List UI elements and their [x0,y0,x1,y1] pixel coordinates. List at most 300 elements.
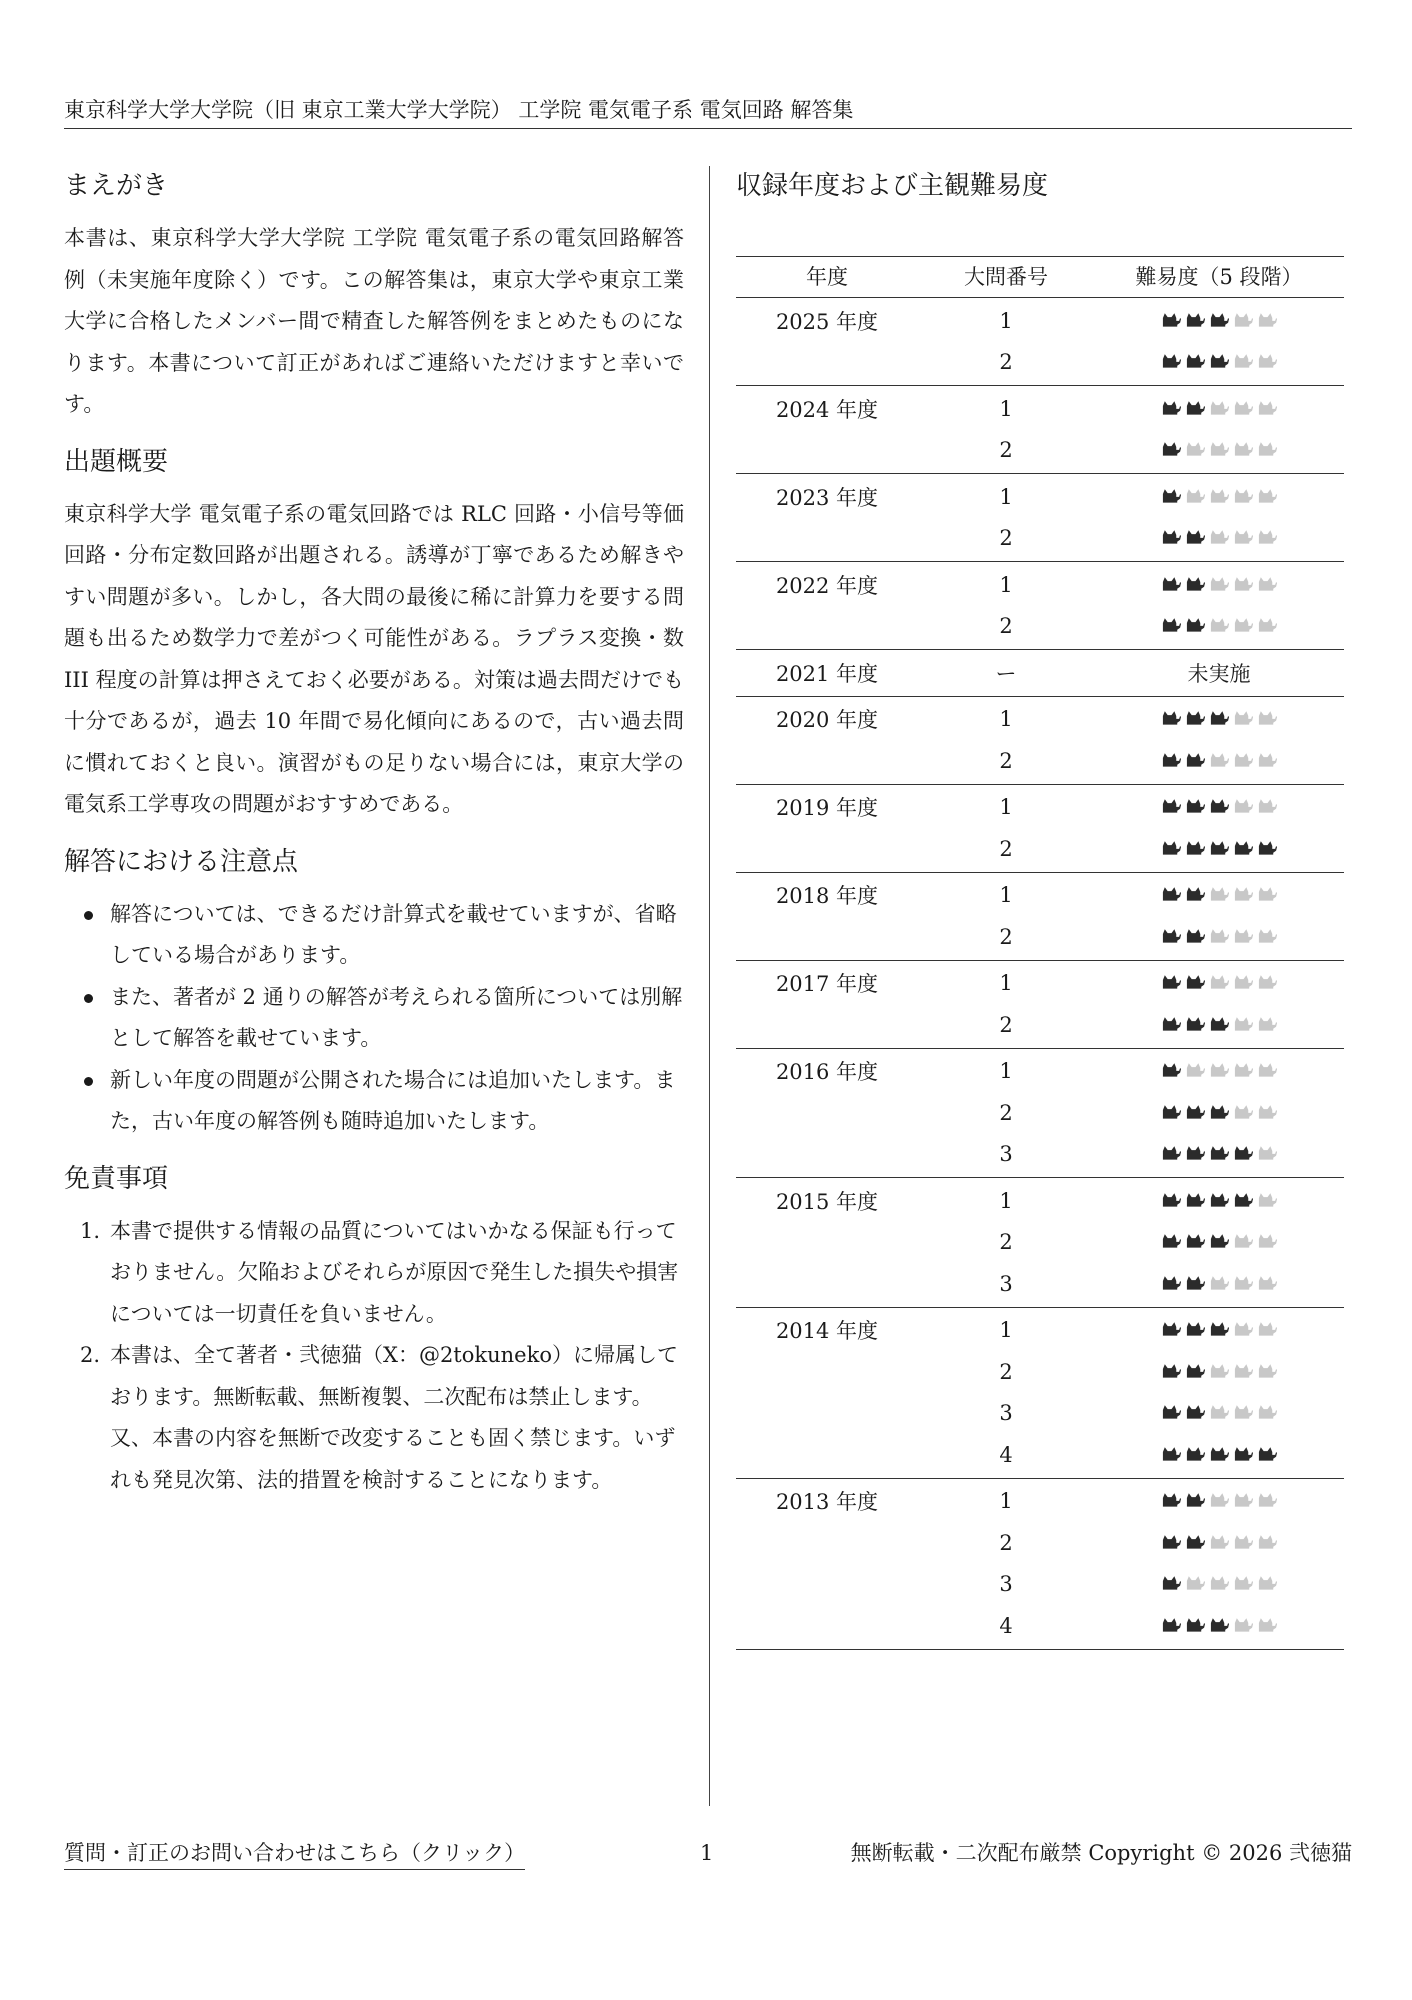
cat-icon-empty [1233,707,1254,726]
difficulty-rating [1161,1142,1278,1161]
cat-icon-empty [1233,438,1254,457]
right-column [736,168,1352,1650]
cat-icon-empty [1257,438,1278,457]
cat-icon-filled [1161,397,1182,416]
difficulty-cell: 未実施 [1187,661,1251,686]
cat-icon-empty [1233,614,1254,633]
question-cell: 2 [999,1012,1013,1037]
year-group [736,873,1344,961]
cat-icon-filled [1257,837,1278,856]
difficulty-rating [1161,707,1278,726]
disclaimer-item-number: 2. [80,1343,101,1367]
cat-icon-empty [1209,1059,1230,1078]
cat-icon-filled [1185,1101,1206,1120]
difficulty-rating [1161,1101,1278,1120]
disclaimer-item-text: 本書で提供する情報の品質についてはいかなる保証も行っておりません。欠陥およびそれらが原因で発生した損失や損害については一切責任を負いません。 [110,1218,679,1326]
cat-icon-empty [1209,1572,1230,1591]
cat-icon-empty [1257,1614,1278,1633]
cat-icon-empty [1209,1360,1230,1379]
difficulty-rating [1161,438,1278,457]
cat-icon-filled [1161,1272,1182,1291]
cat-icon-filled [1185,526,1206,545]
difficulty-cell [1094,1272,1344,1296]
table-row [736,1222,1344,1264]
cat-icon-filled [1209,1101,1230,1120]
cat-icon-empty [1185,1572,1206,1591]
disclaimer-item [64,1335,684,1501]
cat-icon-filled [1185,573,1206,592]
year-cell: 2020 年度 [775,708,879,733]
column-divider [709,166,710,1806]
difficulty-rating [1161,309,1278,328]
cat-icon-filled [1161,309,1182,328]
year-group [736,650,1344,697]
bullet-icon [84,1077,93,1086]
table-row [736,787,1344,829]
difficulty-rating [1161,749,1278,768]
difficulty-cell [1094,526,1344,550]
cat-icon-filled [1161,1489,1182,1508]
cat-icon-empty [1257,971,1278,990]
year-cell: 2021 年度 [775,661,879,686]
year-group [736,1308,1344,1479]
cat-icon-empty [1257,1101,1278,1120]
difficulty-cell [1094,397,1344,421]
difficulty-cell [1094,795,1344,819]
question-cell: 2 [999,1359,1013,1384]
notes-item-text: また、著者が 2 通りの解答が考えられる箇所については別解として解答を載せています。 [110,984,683,1050]
difficulty-rating [1161,795,1278,814]
difficulty-cell [1094,1101,1344,1125]
year-group [736,1049,1344,1179]
cat-icon-empty [1233,795,1254,814]
cat-icon-empty [1257,1059,1278,1078]
cat-icon-empty [1233,485,1254,504]
year-cell: 2014 年度 [775,1319,879,1344]
table-row [736,300,1344,342]
year-group [736,1479,1344,1650]
cat-icon-empty [1257,526,1278,545]
cat-icon-filled [1161,1013,1182,1032]
difficulty-rating [1161,1489,1278,1508]
notes-item [64,1060,684,1143]
difficulty-cell [1094,1614,1344,1638]
question-cell: 2 [999,614,1013,639]
question-cell: 1 [999,572,1013,597]
notes-item-text: 解答については、できるだけ計算式を載せていますが、省略している場合があります。 [110,901,677,967]
difficulty-cell [1094,1059,1344,1083]
cat-icon-empty [1233,883,1254,902]
cat-icon-filled [1209,1614,1230,1633]
difficulty-cell [1094,350,1344,374]
table-row [736,430,1344,472]
cat-icon-filled [1185,837,1206,856]
table-row [736,1092,1344,1134]
cat-icon-filled [1161,1531,1182,1550]
cat-icon-filled [1185,749,1206,768]
cat-icon-empty [1257,1230,1278,1249]
cat-icon-filled [1233,837,1254,856]
cat-icon-filled [1161,1318,1182,1337]
cat-icon-empty [1257,1013,1278,1032]
table-row [736,1051,1344,1093]
question-cell: 1 [999,1489,1013,1514]
cat-icon-empty [1209,971,1230,990]
difficulty-rating [1161,1318,1278,1337]
cat-icon-empty [1209,1531,1230,1550]
table-row [736,1434,1344,1476]
cat-icon-filled [1185,1489,1206,1508]
table-body [736,298,1344,1650]
difficulty-rating [1161,1230,1278,1249]
difficulty-cell [1094,971,1344,995]
cat-icon-empty [1209,438,1230,457]
cat-icon-filled [1185,1531,1206,1550]
cat-icon-filled [1185,1443,1206,1462]
cat-icon-filled [1209,1318,1230,1337]
table-row [736,1004,1344,1046]
cat-icon-filled [1161,1059,1182,1078]
cat-icon-empty [1257,1142,1278,1161]
cat-icon-empty [1233,350,1254,369]
left-column [64,168,684,1501]
difficulty-rating [1161,1360,1278,1379]
cat-icon-filled [1161,707,1182,726]
cat-icon-empty [1209,614,1230,633]
year-cell: 2024 年度 [775,397,879,422]
cat-icon-filled [1161,1230,1182,1249]
table-row [736,740,1344,782]
cat-icon-filled [1185,1272,1206,1291]
table-row [736,1564,1344,1606]
cat-icon-empty [1233,1614,1254,1633]
disclaimer-list [64,1211,684,1502]
difficulty-cell [1094,1531,1344,1555]
cat-icon-empty [1233,1318,1254,1337]
table-header-row [736,256,1344,298]
cat-icon-filled [1185,350,1206,369]
difficulty-rating [1161,1614,1278,1633]
year-cell: 2025 年度 [775,309,879,334]
page-footer [64,1838,1352,1874]
cat-icon-filled [1161,795,1182,814]
cat-icon-filled [1161,925,1182,944]
difficulty-rating [1161,1401,1278,1420]
cat-icon-empty [1209,526,1230,545]
difficulty-cell [1094,1489,1344,1513]
difficulty-rating [1161,526,1278,545]
difficulty-cell [1094,925,1344,949]
page-number: 1 [700,1841,714,1865]
table-row [736,388,1344,430]
table-row [736,963,1344,1005]
year-cell: 2015 年度 [775,1189,879,1214]
table-row [736,699,1344,741]
question-cell: 4 [999,1613,1013,1638]
question-cell: 2 [999,350,1013,375]
table-row [736,1351,1344,1393]
difficulty-rating [1161,485,1278,504]
year-cell: 2023 年度 [775,485,879,510]
difficulty-cell [1094,438,1344,462]
cat-icon-filled [1185,1189,1206,1208]
cat-icon-filled [1209,837,1230,856]
cat-icon-empty [1209,397,1230,416]
cat-icon-filled [1233,1443,1254,1462]
cat-icon-filled [1161,749,1182,768]
question-cell: 1 [999,308,1013,333]
cat-icon-empty [1209,1401,1230,1420]
cat-icon-empty [1257,707,1278,726]
cat-icon-filled [1161,526,1182,545]
cat-icon-empty [1257,350,1278,369]
difficulty-rating [1161,925,1278,944]
cat-icon-filled [1161,1142,1182,1161]
difficulty-rating [1161,350,1278,369]
preface-text: 本書は、東京科学大学大学院 工学院 電気電子系の電気回路解答例（未実施年度除く）です。この解答集は，東京大学や東京工業大学に合格したメンバー間で精査した解答例をまとめたものになります。本書について訂正があればご連絡いただけますと幸いです。 [64,226,684,416]
cat-icon-filled [1161,1101,1182,1120]
table-row [736,476,1344,518]
cat-icon-filled [1185,1401,1206,1420]
cat-icon-empty [1185,1059,1206,1078]
contact-link[interactable]: 質問・訂正のお問い合わせはこちら（クリック） [64,1838,525,1870]
table-row [736,916,1344,958]
cat-icon-filled [1185,795,1206,814]
difficulty-rating [1161,971,1278,990]
cat-icon-filled [1209,1142,1230,1161]
cat-icon-filled [1161,1614,1182,1633]
difficulty-rating [1161,1572,1278,1591]
difficulty-cell [1094,1572,1344,1596]
cat-icon-filled [1185,1614,1206,1633]
difficulty-rating [1161,1013,1278,1032]
question-cell: 3 [999,1401,1013,1426]
table-row [736,342,1344,384]
cat-icon-filled [1161,1360,1182,1379]
difficulty-cell [1094,1318,1344,1342]
notes-section [64,844,684,1143]
difficulty-cell [1094,1189,1344,1213]
cat-icon-filled [1209,309,1230,328]
cat-icon-empty [1209,749,1230,768]
cat-icon-filled [1185,614,1206,633]
difficulty-cell [1094,1443,1344,1467]
difficulty-cell [1094,309,1344,333]
table-row [736,1393,1344,1435]
cat-icon-empty [1233,1013,1254,1032]
year-group [736,298,1344,386]
notes-item [64,977,684,1060]
difficulty-cell [1094,883,1344,907]
difficulty-rating [1161,614,1278,633]
cat-icon-empty [1233,749,1254,768]
cat-icon-empty [1233,1572,1254,1591]
question-cell: ー [995,661,1017,686]
cat-icon-filled [1185,707,1206,726]
cat-icon-filled [1161,485,1182,504]
table-row [736,1310,1344,1352]
cat-icon-filled [1185,1013,1206,1032]
table-row [736,828,1344,870]
cat-icon-empty [1185,485,1206,504]
year-cell: 2022 年度 [775,573,879,598]
cat-icon-filled [1233,1189,1254,1208]
cat-icon-filled [1209,350,1230,369]
table-row [736,652,1344,694]
difficulty-cell [1094,614,1344,638]
header-question: 大問番号 [964,265,1048,289]
table-row [736,518,1344,560]
question-cell: 1 [999,396,1013,421]
cat-icon-empty [1257,397,1278,416]
cat-icon-filled [1209,707,1230,726]
cat-icon-filled [1161,438,1182,457]
header-year: 年度 [806,265,848,289]
year-group [736,474,1344,562]
cat-icon-empty [1257,1318,1278,1337]
cat-icon-filled [1161,883,1182,902]
difficulty-rating [1161,1272,1278,1291]
difficulty-cell [1094,1360,1344,1384]
year-cell: 2019 年度 [775,796,879,821]
question-cell: 1 [999,484,1013,509]
cat-icon-filled [1209,1443,1230,1462]
question-cell: 4 [999,1442,1013,1467]
year-cell: 2017 年度 [775,972,879,997]
table-row [736,1134,1344,1176]
cat-icon-filled [1209,795,1230,814]
preface-heading: まえがき [64,171,169,201]
year-group [736,1178,1344,1308]
cat-icon-filled [1209,1189,1230,1208]
header-difficulty: 難易度（5 段階） [1135,265,1303,289]
question-cell: 1 [999,1059,1013,1084]
cat-icon-empty [1209,925,1230,944]
year-cell: 2016 年度 [775,1060,879,1085]
difficulty-rating [1161,1531,1278,1550]
bullet-icon [84,911,93,920]
cat-icon-empty [1257,614,1278,633]
cat-icon-empty [1257,1189,1278,1208]
overview-text: 東京科学大学 電気電子系の電気回路では RLC 回路・小信号等価回路・分布定数回路が出題される。誘導が丁寧であるため解きやすい問題が多い。しかし，各大問の最後に稀に計算力を要する問題も出るため数学力で差がつく可能性がある。ラプラス変換・数 III 程度の計算は押さえておく必要がある。対策は過去問だけでも十分であるが，過去 10 年間で易化傾向にあるので，古い過去問に慣れておくと良い。演習がもの足りない場合には，東京大学の電気系工学専攻の問題がおすすめである。 [64,501,684,816]
question-cell: 2 [999,1100,1013,1125]
difficulty-rating [1161,883,1278,902]
cat-icon-empty [1233,573,1254,592]
cat-icon-empty [1209,1272,1230,1291]
cat-icon-empty [1233,1360,1254,1379]
cat-icon-filled [1161,1189,1182,1208]
cat-icon-empty [1209,1489,1230,1508]
question-cell: 3 [999,1142,1013,1167]
cat-icon-filled [1161,350,1182,369]
cat-icon-empty [1257,883,1278,902]
cat-icon-empty [1257,309,1278,328]
disclaimer-item [64,1211,684,1336]
year-group [736,562,1344,650]
notes-heading: 解答における注意点 [64,846,299,877]
question-cell: 2 [999,1530,1013,1555]
cat-icon-empty [1233,526,1254,545]
cat-icon-empty [1257,795,1278,814]
cat-icon-empty [1233,1059,1254,1078]
question-cell: 2 [999,748,1013,773]
cat-icon-empty [1257,573,1278,592]
cat-icon-filled [1185,397,1206,416]
copyright-notice: 無断転載・二次配布厳禁 Copyright © 2026 弐徳猫 [850,1841,1352,1865]
table-heading: 収録年度および主観難易度 [736,171,1049,201]
disclaimer-item-text: 本書は、全て著者・弐徳猫（X：@2tokuneko）に帰属しております。無断転載、無断複製、二次配布は禁止します。又、本書の内容を無断で改変することも固く禁じます。いずれも発見次第、法的措置を検討することになります。 [110,1343,678,1492]
cat-icon-empty [1209,573,1230,592]
question-cell: 1 [999,707,1013,732]
table-row [736,1263,1344,1305]
cat-icon-filled [1185,925,1206,944]
cat-icon-filled [1161,837,1182,856]
difficulty-cell [1094,749,1344,773]
cat-icon-filled [1209,1230,1230,1249]
cat-icon-empty [1233,1230,1254,1249]
disclaimer-item-number: 1. [80,1218,101,1243]
cat-icon-empty [1257,749,1278,768]
cat-icon-empty [1233,971,1254,990]
cat-icon-empty [1233,1101,1254,1120]
question-cell: 2 [999,526,1013,551]
difficulty-table [736,256,1344,1650]
cat-icon-empty [1257,1572,1278,1591]
notes-item [64,894,684,977]
cat-icon-empty [1257,925,1278,944]
cat-icon-empty [1209,485,1230,504]
cat-icon-empty [1233,1401,1254,1420]
question-cell: 3 [999,1271,1013,1296]
cat-icon-filled [1161,614,1182,633]
cat-icon-filled [1209,1013,1230,1032]
difficulty-cell [1094,1230,1344,1254]
year-group [736,961,1344,1049]
cat-icon-filled [1257,1443,1278,1462]
cat-icon-filled [1185,1142,1206,1161]
table-row [736,564,1344,606]
cat-icon-filled [1161,971,1182,990]
cat-icon-empty [1233,1531,1254,1550]
table-row [736,875,1344,917]
cat-icon-empty [1233,397,1254,416]
year-cell: 2013 年度 [775,1490,879,1515]
cat-icon-filled [1161,1572,1182,1591]
cat-icon-filled [1185,309,1206,328]
difficulty-cell [1094,1401,1344,1425]
question-cell: 2 [999,924,1013,949]
table-row [736,1180,1344,1222]
question-cell: 3 [999,1572,1013,1597]
question-cell: 1 [999,883,1013,908]
difficulty-rating [1161,573,1278,592]
notes-list [64,894,684,1143]
question-cell: 2 [999,836,1013,861]
cat-icon-filled [1185,971,1206,990]
cat-icon-empty [1257,1272,1278,1291]
cat-icon-empty [1185,438,1206,457]
difficulty-rating [1161,1443,1278,1462]
cat-icon-empty [1257,1360,1278,1379]
difficulty-cell [1094,837,1344,861]
question-cell: 1 [999,1188,1013,1213]
cat-icon-empty [1233,925,1254,944]
cat-icon-filled [1161,573,1182,592]
question-cell: 1 [999,971,1013,996]
question-cell: 2 [999,1230,1013,1255]
running-header: 東京科学大学大学院（旧 東京工業大学大学院） 工学院 電気電子系 電気回路 解答集 [64,96,1352,129]
difficulty-rating [1161,1189,1278,1208]
